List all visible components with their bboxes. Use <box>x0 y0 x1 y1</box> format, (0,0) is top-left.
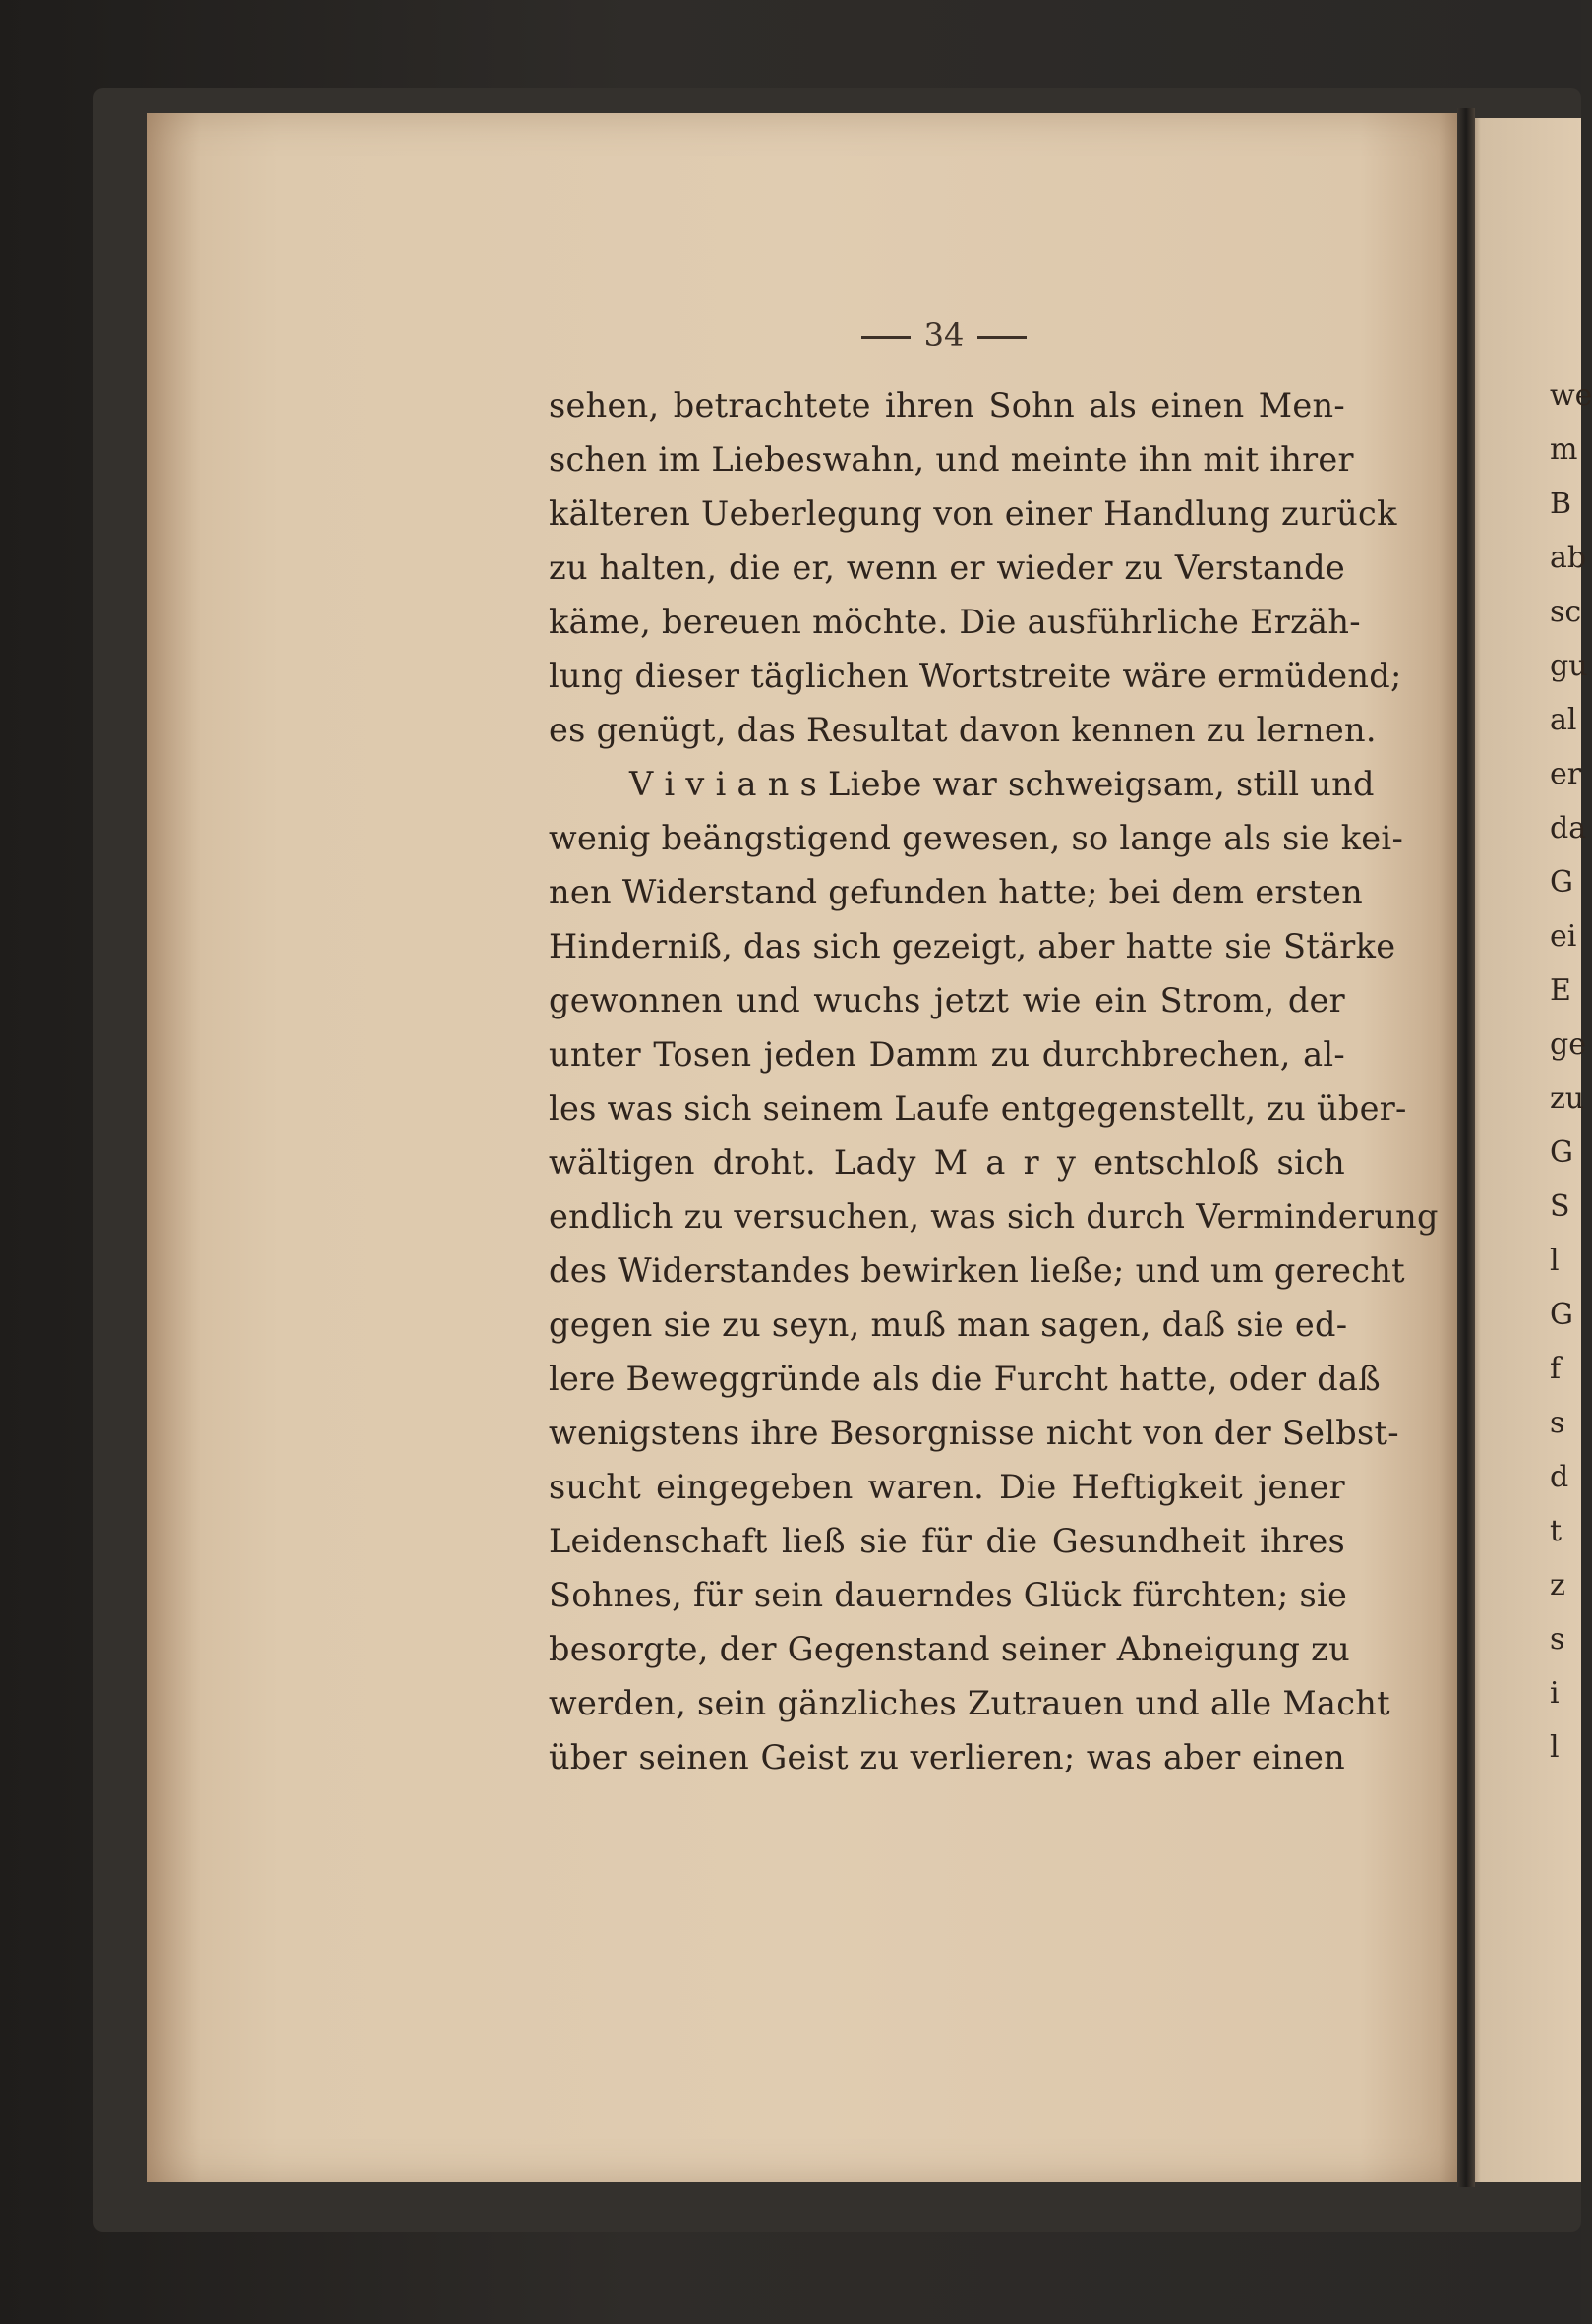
facing-page-fragment: sc <box>1550 595 1582 629</box>
facing-page-fragment: G <box>1550 1135 1573 1170</box>
text-line: endlich zu versuchen, was sich durch Verminderung <box>549 1197 1439 1236</box>
facing-page-fragment: s <box>1550 1406 1565 1440</box>
text-line: Sohnes, für sein dauerndes Glück fürchten; sie <box>549 1576 1348 1614</box>
facing-page-fragment: ei <box>1550 919 1577 954</box>
page-number-header <box>826 317 1062 354</box>
text-line: über seinen Geist zu verlieren; was aber einen <box>549 1738 1345 1776</box>
text-line: wenigstens ihre Besorgnisse nicht von der Selbst- <box>549 1414 1399 1452</box>
facing-page-fragment: t <box>1550 1514 1563 1548</box>
facing-page-fragment: gu <box>1550 649 1588 683</box>
text-line: unter Tosen jeden Damm zu durchbrechen, al- <box>549 1035 1345 1074</box>
facing-page-fragment: G <box>1550 1298 1573 1332</box>
text-line: les was sich seinem Laufe entgegenstellt, zu über- <box>549 1089 1407 1128</box>
facing-page-fragment: l <box>1550 1244 1560 1278</box>
facing-page-fragment: z <box>1550 1568 1565 1602</box>
text-line: wältigen droht. Lady M a r y entschloß sich <box>549 1143 1345 1182</box>
text-line: gegen sie zu seyn, muß man sagen, daß sie ed- <box>549 1306 1348 1344</box>
facing-page-fragment: i <box>1550 1676 1560 1711</box>
text-line: zu halten, die er, wenn er wieder zu Verstande <box>549 549 1345 587</box>
facing-page-fragment: zu <box>1550 1081 1585 1116</box>
text-line: es genügt, das Resultat davon kennen zu lernen. <box>549 711 1377 749</box>
text-line: lung dieser täglichen Wortstreite wäre ermüdend; <box>549 657 1402 695</box>
facing-page-fragment: s <box>1550 1622 1565 1656</box>
text-line: werden, sein gänzliches Zutrauen und alle Macht <box>549 1684 1390 1722</box>
facing-page-fragment: we <box>1550 378 1592 413</box>
book-gutter <box>1457 108 1475 2187</box>
text-line: des Widerstandes bewirken ließe; und um gerecht <box>549 1251 1405 1290</box>
facing-page-fragment: al <box>1550 703 1577 737</box>
facing-page-fragment: l <box>1550 1730 1560 1765</box>
facing-page-fragment: S <box>1550 1190 1570 1224</box>
page-text <box>549 378 1439 1784</box>
facing-page-fragment: E <box>1550 973 1571 1008</box>
text-line: schen im Liebeswahn, und meinte ihn mit ihrer <box>549 440 1354 479</box>
text-line: wenig beängstigend gewesen, so lange als sie kei- <box>549 819 1404 857</box>
facing-page-fragment: ab <box>1550 541 1587 575</box>
text-line: kälteren Ueberlegung von einer Handlung zurück <box>549 494 1397 533</box>
text-line: besorgte, der Gegenstand seiner Abneigung zu <box>549 1630 1350 1668</box>
text-line: gewonnen und wuchs jetzt wie ein Strom, der <box>549 981 1345 1019</box>
text-line: Leidenschaft ließ sie für die Gesundheit ihres <box>549 1522 1345 1560</box>
text-line: V i v i a n s Liebe war schweigsam, still und <box>629 765 1375 803</box>
text-line: käme, bereuen möchte. Die ausführliche Erzäh- <box>549 603 1361 641</box>
left-dash <box>861 336 911 339</box>
facing-page-fragment: B <box>1550 487 1572 521</box>
page-number: 34 <box>923 317 965 354</box>
right-dash <box>977 336 1027 339</box>
text-line: nen Widerstand gefunden hatte; bei dem ersten <box>549 873 1364 911</box>
facing-page-fragment: er <box>1550 757 1582 791</box>
text-line: sucht eingegeben waren. Die Heftigkeit jener <box>549 1468 1345 1506</box>
facing-page-fragment: m <box>1550 433 1578 467</box>
text-line: sehen, betrachtete ihren Sohn als einen Men- <box>549 386 1345 425</box>
text-line: lere Beweggründe als die Furcht hatte, oder daß <box>549 1360 1381 1398</box>
facing-page-fragment: G <box>1550 865 1573 900</box>
text-line: Hinderniß, das sich gezeigt, aber hatte sie Stärke <box>549 927 1396 965</box>
facing-page-fragment: f <box>1550 1352 1562 1386</box>
facing-page-fragment: d <box>1550 1460 1569 1494</box>
facing-page-fragment: ge <box>1550 1027 1586 1062</box>
facing-page-fragment: da <box>1550 811 1587 845</box>
